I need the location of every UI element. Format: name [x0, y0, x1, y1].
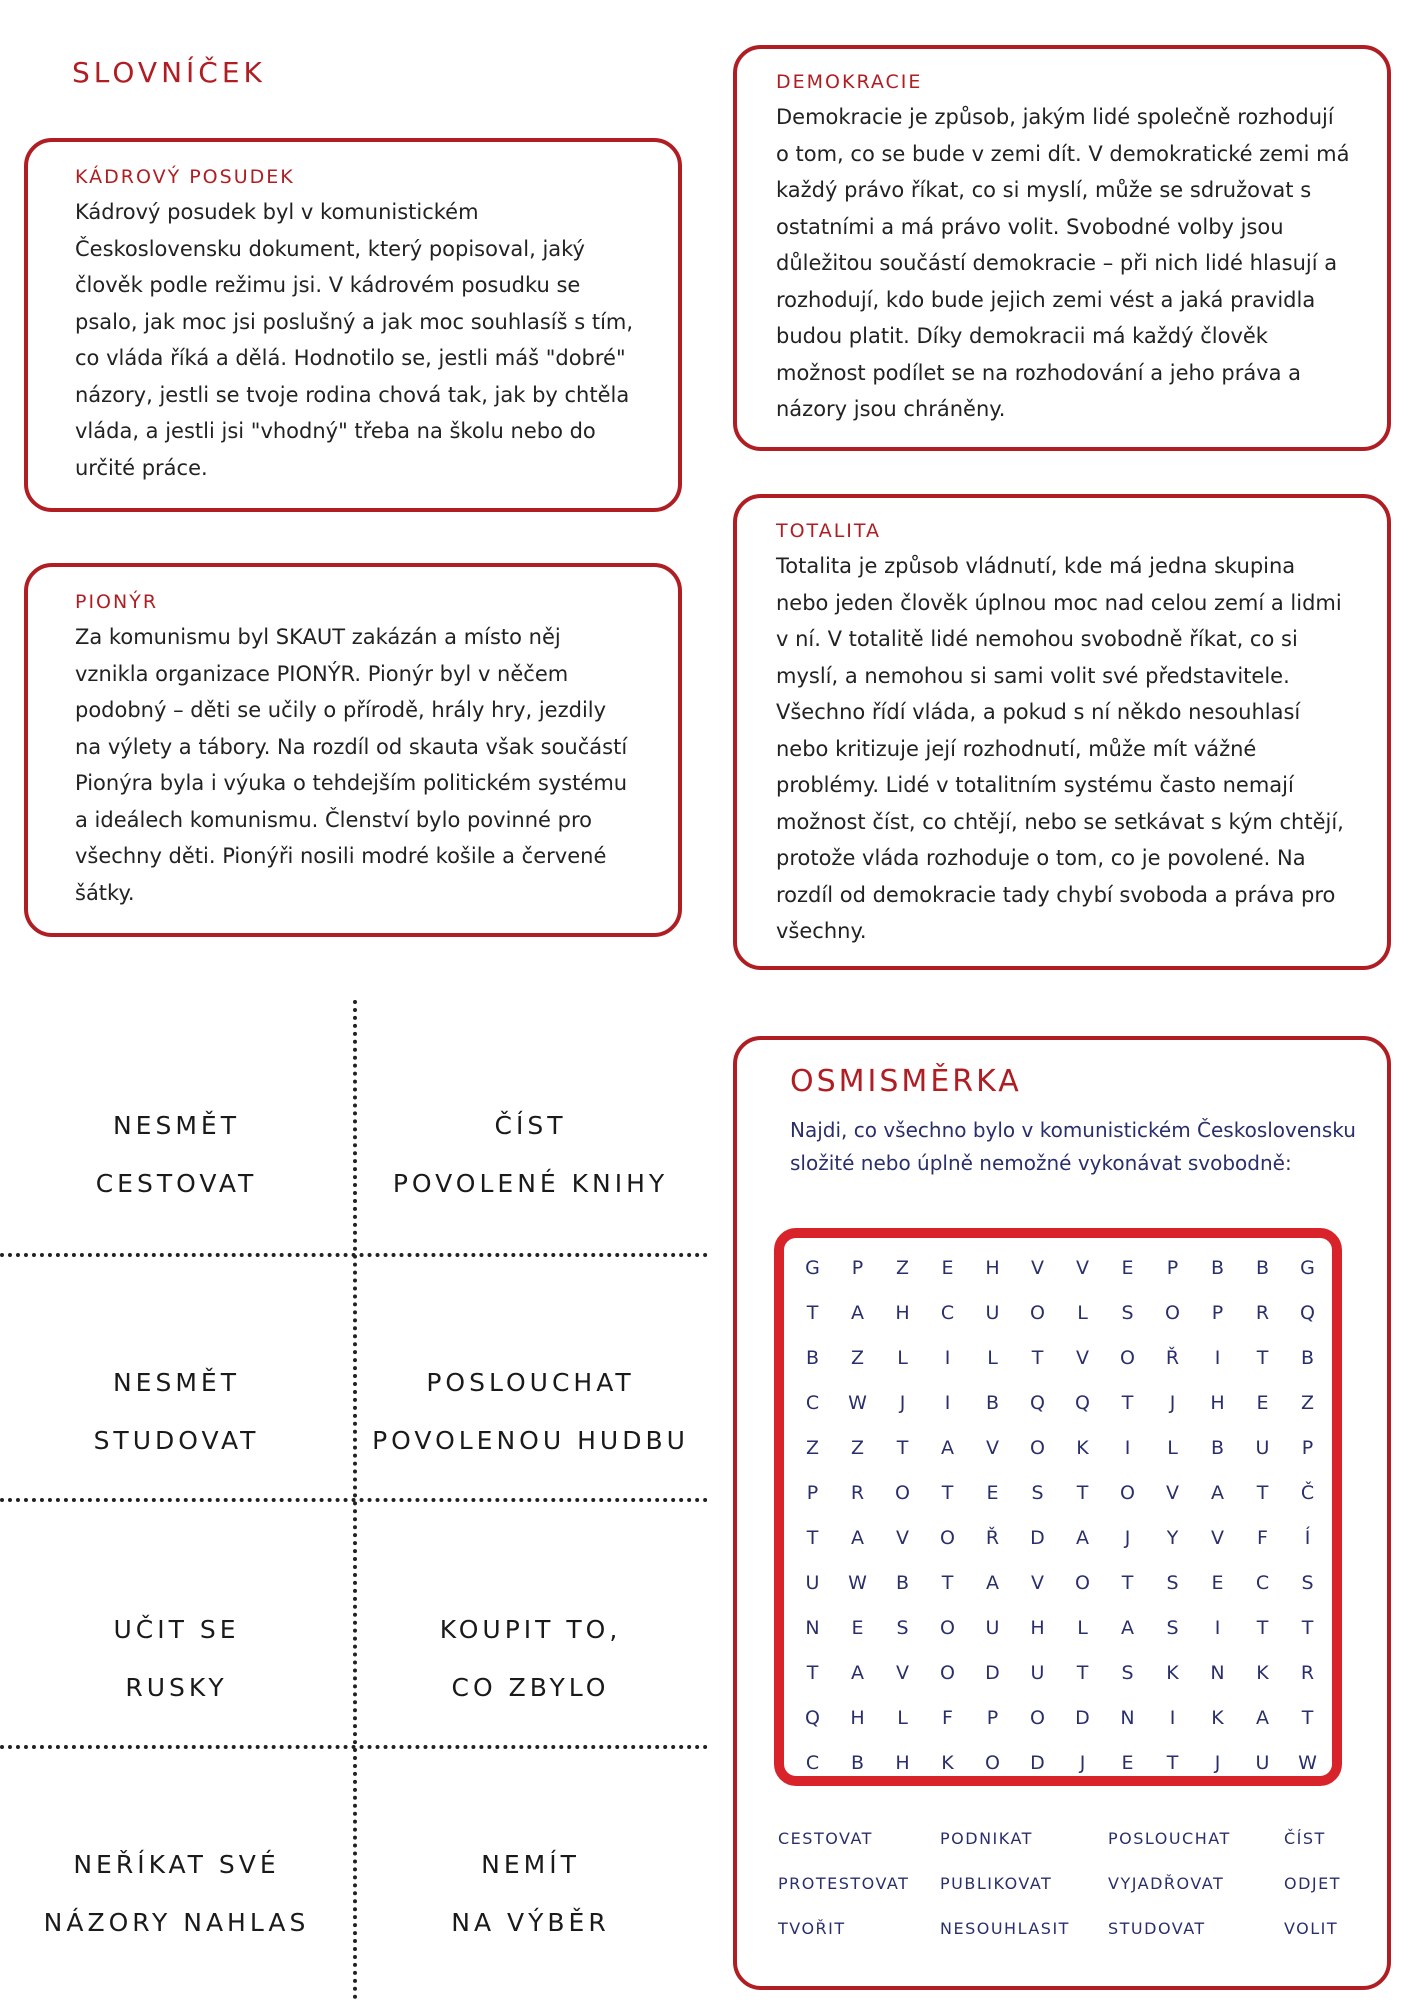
grid-letter[interactable]: H — [895, 1751, 910, 1774]
grid-letter[interactable]: K — [941, 1751, 954, 1774]
activity-card-line: CESTOVAT — [95, 1169, 258, 1198]
grid-letter[interactable]: T — [1256, 1481, 1269, 1504]
grid-letter[interactable]: Z — [895, 1256, 910, 1279]
grid-letter[interactable]: V — [896, 1661, 909, 1684]
word-list-item: PROTESTOVAT — [778, 1874, 910, 1893]
grid-letter[interactable]: I — [944, 1391, 951, 1414]
grid-letter[interactable]: A — [1076, 1526, 1089, 1549]
grid-letter[interactable]: U — [1255, 1751, 1270, 1774]
grid-letter[interactable]: V — [896, 1526, 909, 1549]
grid-letter[interactable]: Z — [1300, 1391, 1315, 1414]
grid-letter[interactable]: I — [1214, 1346, 1221, 1369]
grid-letter[interactable]: E — [1121, 1751, 1134, 1774]
grid-letter[interactable]: V — [986, 1436, 999, 1459]
activity-card-line: CO ZBYLO — [451, 1673, 610, 1702]
glossary-card-kadrovy-posudek — [24, 138, 682, 512]
grid-letter[interactable]: A — [1121, 1616, 1134, 1639]
grid-letter[interactable]: H — [850, 1706, 865, 1729]
grid-letter[interactable]: O — [895, 1481, 910, 1504]
activity-card-line: POVOLENÉ KNIHY — [392, 1169, 669, 1198]
grid-letter[interactable]: L — [897, 1346, 908, 1369]
grid-letter[interactable]: T — [806, 1526, 819, 1549]
grid-letter[interactable]: K — [1076, 1436, 1089, 1459]
grid-letter[interactable]: E — [986, 1481, 999, 1504]
grid-letter[interactable]: V — [1076, 1256, 1089, 1279]
grid-letter[interactable]: N — [805, 1616, 820, 1639]
grid-letter[interactable]: P — [1166, 1256, 1179, 1279]
grid-letter[interactable]: G — [1300, 1256, 1315, 1279]
activity-card-line: POVOLENOU HUDBU — [372, 1426, 689, 1455]
grid-letter[interactable]: T — [1256, 1346, 1269, 1369]
grid-letter[interactable]: B — [1255, 1256, 1270, 1279]
grid-letter[interactable]: Í — [1304, 1526, 1311, 1549]
activity-card[interactable] — [353, 1060, 708, 1250]
grid-letter[interactable]: I — [944, 1346, 951, 1369]
word-list-item: TVOŘIT — [778, 1919, 846, 1938]
grid-letter[interactable]: S — [896, 1616, 909, 1639]
glossary-term: DEMOKRACIE — [776, 71, 923, 93]
grid-letter[interactable]: S — [1121, 1301, 1134, 1324]
grid-letter[interactable]: A — [941, 1436, 954, 1459]
grid-letter[interactable]: Z — [850, 1346, 865, 1369]
grid-letter[interactable]: Č — [1300, 1481, 1315, 1504]
wordsearch-grid[interactable] — [790, 1245, 1330, 1785]
grid-letter[interactable]: I — [1214, 1616, 1221, 1639]
grid-letter[interactable]: R — [1300, 1661, 1315, 1684]
grid-letter[interactable]: O — [1120, 1481, 1135, 1504]
word-list-item: VOLIT — [1284, 1919, 1339, 1938]
activity-card-line: NA VÝBĚR — [451, 1908, 610, 1937]
grid-letter[interactable]: O — [940, 1616, 955, 1639]
word-list-item: PODNIKAT — [940, 1829, 1033, 1848]
grid-letter[interactable]: P — [851, 1256, 864, 1279]
glossary-definition: Za komunismu byl SKAUT zakázán a místo něj vznikla organizace PIONÝR. Pionýr byl v něčem podobný – děti se učily o přírodě, hrály hry, jezdily na výlety a tábory. Na rozdíl od skauta však součástí Pionýra byla i výuka o tehdejším politickém systému a ideálech komunismu. Členství bylo povinné pro všechny děti. Pionýři nosili modré košile a červené šátky. — [75, 625, 628, 905]
activity-card-line: KOUPIT TO, — [439, 1615, 622, 1644]
grid-letter[interactable]: C — [805, 1751, 820, 1774]
activity-card-line: RUSKY — [125, 1673, 228, 1702]
grid-letter[interactable]: O — [985, 1751, 1000, 1774]
grid-letter[interactable]: C — [1255, 1571, 1270, 1594]
word-list-item: CESTOVAT — [778, 1829, 873, 1848]
grid-letter[interactable]: P — [806, 1481, 819, 1504]
grid-letter[interactable]: J — [1214, 1751, 1221, 1774]
grid-letter[interactable]: I — [1169, 1706, 1176, 1729]
grid-letter[interactable]: T — [806, 1301, 819, 1324]
grid-letter[interactable]: O — [940, 1661, 955, 1684]
grid-letter[interactable]: L — [987, 1346, 998, 1369]
grid-letter[interactable]: U — [985, 1616, 1000, 1639]
grid-letter[interactable]: A — [1256, 1706, 1269, 1729]
grid-letter[interactable]: L — [897, 1706, 908, 1729]
grid-letter[interactable]: A — [851, 1661, 864, 1684]
grid-letter[interactable]: T — [1076, 1481, 1089, 1504]
grid-letter[interactable]: K — [1166, 1661, 1179, 1684]
grid-letter[interactable]: T — [806, 1661, 819, 1684]
grid-letter[interactable]: N — [1120, 1706, 1135, 1729]
grid-letter[interactable]: Z — [850, 1436, 865, 1459]
grid-letter[interactable]: D — [985, 1661, 1000, 1684]
grid-letter[interactable]: D — [1075, 1706, 1090, 1729]
grid-letter[interactable]: I — [1124, 1436, 1131, 1459]
activity-card[interactable] — [353, 1564, 708, 1754]
grid-letter[interactable]: R — [1255, 1301, 1270, 1324]
grid-letter[interactable]: O — [1165, 1301, 1180, 1324]
grid-letter[interactable]: V — [1076, 1346, 1089, 1369]
grid-letter[interactable]: O — [1120, 1346, 1135, 1369]
activity-card[interactable] — [0, 1317, 353, 1507]
word-list-item: ODJET — [1284, 1874, 1342, 1893]
grid-letter[interactable]: S — [1166, 1571, 1179, 1594]
activity-card-line: STUDOVAT — [93, 1426, 260, 1455]
grid-letter[interactable]: S — [1121, 1661, 1134, 1684]
grid-letter[interactable]: B — [1300, 1346, 1315, 1369]
grid-letter[interactable]: V — [1031, 1571, 1044, 1594]
grid-letter[interactable]: A — [1211, 1481, 1224, 1504]
grid-letter[interactable]: Q — [1030, 1391, 1045, 1414]
grid-letter[interactable]: P — [1301, 1436, 1314, 1459]
glossary-card-pionyr — [24, 563, 682, 937]
grid-letter[interactable]: D — [1030, 1526, 1045, 1549]
activity-card[interactable] — [0, 1564, 353, 1754]
grid-letter[interactable]: A — [986, 1571, 999, 1594]
activity-card-line: NEŘÍKAT SVÉ — [73, 1850, 280, 1879]
grid-letter[interactable]: J — [1169, 1391, 1176, 1414]
activity-card[interactable] — [353, 1799, 708, 1989]
glossary-card-demokracie — [733, 45, 1391, 451]
activity-card-line: NEMÍT — [481, 1850, 580, 1879]
word-list-item: PUBLIKOVAT — [940, 1874, 1053, 1893]
grid-letter[interactable]: V — [1166, 1481, 1179, 1504]
grid-letter[interactable]: H — [1210, 1391, 1225, 1414]
grid-letter[interactable]: B — [1210, 1256, 1225, 1279]
grid-letter[interactable]: B — [1210, 1436, 1225, 1459]
grid-letter[interactable]: T — [1166, 1751, 1179, 1774]
grid-letter[interactable]: O — [940, 1526, 955, 1549]
grid-letter[interactable]: Y — [1166, 1526, 1179, 1549]
glossary-definition: Kádrový posudek byl v komunistickém Československu dokument, který popisoval, jaký člověk podle režimu jsi. V kádrovém posudku se psalo, jak moc jsi poslušný a jak moc souhlasíš s tím, co vláda říká a dělá. Hodnotilo se, jestli máš "dobré" názory, jestli se tvoje rodina chová tak, jak by chtěla vláda, a jestli jsi "vhodný" třeba na školu nebo do určité práce. — [75, 200, 634, 480]
word-list — [778, 1816, 1364, 1951]
grid-letter[interactable]: T — [1301, 1616, 1314, 1639]
page-title: SLOVNÍČEK — [72, 56, 266, 89]
grid-letter[interactable]: Ř — [985, 1526, 1000, 1549]
grid-letter[interactable]: O — [1030, 1301, 1045, 1324]
grid-letter[interactable]: Z — [805, 1436, 820, 1459]
glossary-card-totalita — [733, 494, 1391, 970]
grid-letter[interactable]: T — [941, 1481, 954, 1504]
grid-letter[interactable]: U — [1030, 1661, 1045, 1684]
word-list-item: POSLOUCHAT — [1108, 1829, 1231, 1848]
grid-letter[interactable]: W — [848, 1391, 867, 1414]
grid-letter[interactable]: Q — [805, 1706, 820, 1729]
grid-letter[interactable]: K — [1256, 1661, 1269, 1684]
grid-letter[interactable]: O — [1075, 1571, 1090, 1594]
grid-letter[interactable]: B — [985, 1391, 1000, 1414]
word-list-item: VYJADŘOVAT — [1108, 1874, 1225, 1893]
grid-letter[interactable]: Q — [1075, 1391, 1090, 1414]
grid-letter[interactable]: T — [1256, 1616, 1269, 1639]
grid-letter[interactable]: E — [851, 1616, 864, 1639]
word-list-item: ČÍST — [1284, 1829, 1326, 1848]
grid-letter[interactable]: J — [1079, 1751, 1086, 1774]
wordsearch-title: OSMISMĚRKA — [790, 1064, 1022, 1099]
glossary-term: PIONÝR — [75, 591, 159, 613]
grid-letter[interactable]: E — [1256, 1391, 1269, 1414]
activity-card-line: ČÍST — [494, 1111, 567, 1140]
activity-card[interactable] — [353, 1317, 708, 1507]
grid-letter[interactable]: N — [1210, 1661, 1225, 1684]
grid-letter[interactable]: W — [848, 1571, 867, 1594]
grid-letter[interactable]: V — [1031, 1256, 1044, 1279]
cut-line-horizontal — [0, 1253, 708, 1257]
grid-letter[interactable]: A — [851, 1301, 864, 1324]
grid-letter[interactable]: U — [1255, 1436, 1270, 1459]
grid-letter[interactable]: D — [1030, 1751, 1045, 1774]
grid-letter[interactable]: H — [895, 1301, 910, 1324]
word-list-item: NESOUHLASIT — [940, 1919, 1070, 1938]
word-list-item: STUDOVAT — [1108, 1919, 1206, 1938]
glossary-term: KÁDROVÝ POSUDEK — [75, 166, 295, 188]
grid-letter[interactable]: O — [1030, 1436, 1045, 1459]
grid-letter[interactable]: L — [1167, 1436, 1178, 1459]
grid-letter[interactable]: Ř — [1165, 1346, 1180, 1369]
grid-letter[interactable]: T — [1121, 1391, 1134, 1414]
grid-letter[interactable]: G — [805, 1256, 820, 1279]
grid-letter[interactable]: S — [1031, 1481, 1044, 1504]
grid-letter[interactable]: W — [1298, 1751, 1317, 1774]
grid-letter[interactable]: U — [985, 1301, 1000, 1324]
glossary-term: TOTALITA — [776, 520, 882, 542]
grid-letter[interactable]: B — [850, 1751, 865, 1774]
activity-card-line: NESMĚT — [112, 1368, 240, 1397]
grid-letter[interactable]: O — [1030, 1706, 1045, 1729]
grid-letter[interactable]: P — [1211, 1301, 1224, 1324]
grid-letter[interactable]: L — [1077, 1616, 1088, 1639]
grid-letter[interactable]: T — [1301, 1706, 1314, 1729]
grid-letter[interactable]: S — [1301, 1571, 1314, 1594]
activity-card[interactable] — [0, 1060, 353, 1250]
grid-letter[interactable]: E — [1121, 1256, 1134, 1279]
grid-letter[interactable]: P — [986, 1706, 999, 1729]
grid-letter[interactable]: T — [1031, 1346, 1044, 1369]
grid-letter[interactable]: E — [1211, 1571, 1224, 1594]
grid-letter[interactable]: B — [895, 1571, 910, 1594]
grid-letter[interactable]: H — [985, 1256, 1000, 1279]
grid-letter[interactable]: T — [941, 1571, 954, 1594]
grid-letter[interactable]: A — [851, 1526, 864, 1549]
activity-card-line: UČIT SE — [113, 1615, 240, 1644]
glossary-definition: Totalita je způsob vládnutí, kde má jedna skupina nebo jeden člověk úplnou moc nad celou zemí a lidmi v ní. V totalitě lidé nemohou svobodně říkat, co si myslí, a nemohou si sami volit své představitele. Všechno řídí vláda, a pokud s ní někdo nesouhlasí nebo kritizuje její rozhodnutí, může mít vážné problémy. Lidé v totalitním systému často nemají možnost číst, co chtějí, nebo se setkávat s kým chtějí, protože vláda rozhoduje o tom, co je povolené. Na rozdíl od demokracie tady chybí svoboda a práva pro všechny. — [776, 554, 1344, 943]
grid-letter[interactable]: R — [850, 1481, 865, 1504]
grid-letter[interactable]: U — [805, 1571, 820, 1594]
grid-letter[interactable]: H — [1030, 1616, 1045, 1639]
activity-card[interactable] — [0, 1799, 353, 1989]
grid-letter[interactable]: E — [941, 1256, 954, 1279]
activity-card-line: POSLOUCHAT — [426, 1368, 635, 1397]
grid-letter[interactable]: C — [805, 1391, 820, 1414]
grid-letter[interactable]: F — [942, 1706, 953, 1729]
grid-letter[interactable]: L — [1077, 1301, 1088, 1324]
grid-letter[interactable]: J — [899, 1391, 906, 1414]
grid-letter[interactable]: Q — [1300, 1301, 1315, 1324]
glossary-definition: Demokracie je způsob, jakým lidé společně rozhodují o tom, co se bude v zemi dít. V demokratické zemi má každý právo říkat, co si myslí, může se sdružovat s ostatními a má právo volit. Svobodné volby jsou důležitou součástí demokracie – při nich lidé hlasují a rozhodují, kdo bude jejich zemi vést a jaká pravidla budou platit. Díky demokracii má každý člověk možnost podílet se na rozhodování a jeho práva a názory jsou chráněny. — [776, 105, 1350, 421]
wordsearch-instruction: Najdi, co všechno bylo v komunistickém Československu složité nebo úplně nemožné vykonávat svobodně: — [790, 1118, 1356, 1175]
grid-letter[interactable]: T — [896, 1436, 909, 1459]
grid-letter[interactable]: T — [1076, 1661, 1089, 1684]
grid-letter[interactable]: S — [1166, 1616, 1179, 1639]
grid-letter[interactable]: T — [1121, 1571, 1134, 1594]
activity-card-line: NÁZORY NAHLAS — [43, 1908, 310, 1937]
grid-letter[interactable]: K — [1211, 1706, 1224, 1729]
grid-letter[interactable]: J — [1124, 1526, 1131, 1549]
grid-letter[interactable]: V — [1211, 1526, 1224, 1549]
grid-letter[interactable]: C — [940, 1301, 955, 1324]
activity-card-line: NESMĚT — [112, 1111, 240, 1140]
grid-letter[interactable]: B — [805, 1346, 820, 1369]
grid-letter[interactable]: F — [1257, 1526, 1268, 1549]
